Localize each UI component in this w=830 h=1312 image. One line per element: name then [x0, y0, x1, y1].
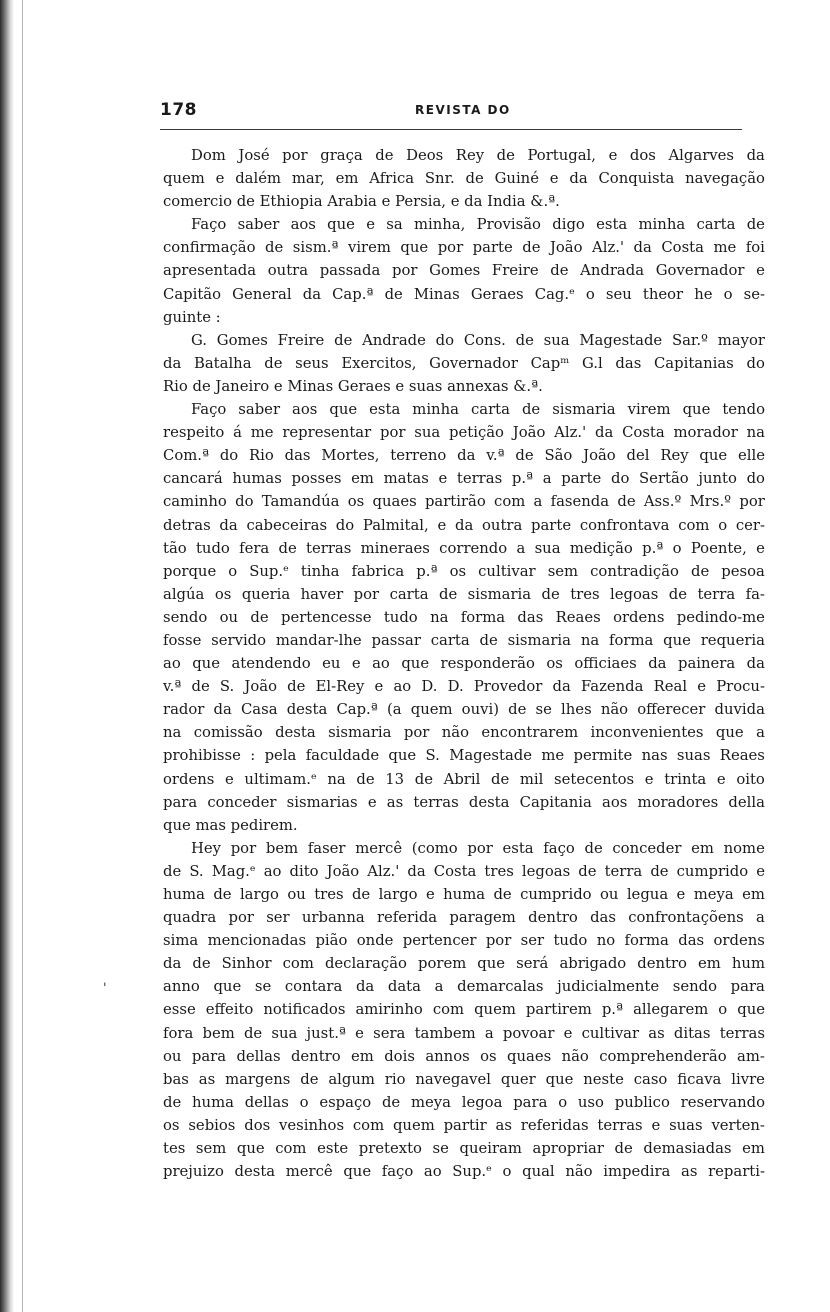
text-line: caminho do Tamandúa os quaes partirão com a fasenda de Ass.º Mrs.º por — [163, 493, 765, 511]
text-line: rador da Casa desta Cap.ª (a quem ouvi) de se lhes não offerecer duvida — [163, 701, 765, 719]
text-line: Dom José por graça de Deos Rey de Portugal, e dos Algarves da — [191, 147, 765, 164]
text-line: Capitão General da Cap.ª de Minas Geraes Cag.ᵉ o seu theor he o se- — [163, 285, 765, 303]
text-line: G. Gomes Freire de Andrade do Cons. de sua Magestade Sar.º mayor — [191, 331, 765, 349]
text-line: comercio de Ethiopia Arabia e Persia, e da India &.ª. — [163, 193, 560, 211]
text-line: da Batalha de seus Exercitos, Governador Capᵐ G.l das Capitanias do — [163, 354, 765, 372]
text-line: os sebios dos vesinhos com quem partir as referidas terras e suas verten- — [163, 1116, 765, 1134]
text-line: huma de largo ou tres de largo e huma de cumprido ou legua e meya em — [163, 886, 765, 903]
text-line: cancará humas posses em matas e terras p.ª a parte do Sertão junto do — [163, 470, 765, 488]
text-line: anno que se contara da data a demarcalas judicialmente sendo para — [163, 978, 765, 996]
text-line: ao que atendendo eu e ao que responderão os officiaes da painera da — [163, 655, 765, 673]
text-line: para conceder sismarias e as terras desta Capitania aos moradores della — [163, 793, 765, 811]
text-line: bas as margens de algum rio navegavel quer que neste caso ficava livre — [163, 1070, 765, 1088]
text-line: apresentada outra passada por Gomes Freire de Andrada Governador e — [163, 262, 765, 280]
page-header — [160, 94, 760, 124]
text-line: de S. Mag.ᵉ ao dito João Alz.' da Costa tres legoas de terra de cumprido e — [163, 862, 765, 880]
text-line: respeito á me representar por sua petição João Alz.' da Costa morador na — [163, 424, 765, 442]
text-line: Com.ª do Rio das Mortes, terreno da v.ª de São João del Rey que elle — [163, 447, 765, 465]
text-line: confirmação de sism.ª virem que por parte de João Alz.' da Costa me foi — [163, 239, 765, 257]
text-line: tes sem que com este pretexto se queiram apropriar de demasiadas em — [163, 1140, 765, 1158]
book-spine-shadow — [0, 0, 14, 1312]
text-line: Faço saber aos que e sa minha, Provisão digo esta minha carta de — [191, 216, 765, 234]
text-line: ou para dellas dentro em dois annos os quaes não comprehenderão am- — [163, 1047, 765, 1065]
body-text — [163, 144, 765, 1183]
text-line: v.ª de S. João de El-Rey e ao D. D. Provedor da Fazenda Real e Procu- — [163, 678, 765, 696]
gutter-line — [22, 0, 23, 1312]
text-line: esse effeito notificados amirinho com quem partirem p.ª allegarem o que — [163, 1001, 765, 1019]
text-line: de huma dellas o espaço de meya legoa para o uso publico reservando — [163, 1093, 765, 1111]
text-line: fora bem de sua just.ª e sera tambem a povoar e cultivar as ditas terras — [163, 1024, 765, 1042]
text-line: ordens e ultimam.ᵉ na de 13 de Abril de mil setecentos e trinta e oito — [163, 770, 765, 788]
text-line: Rio de Janeiro e Minas Geraes e suas annexas &.ª. — [163, 377, 543, 395]
text-line: fosse servido mandar-lhe passar carta de sismaria na forma que requeria — [163, 631, 765, 649]
text-line: quadra por ser urbanna referida paragem dentro das confrontaçõens a — [163, 909, 765, 927]
header-rule — [160, 129, 742, 130]
margin-mark: ' — [103, 981, 107, 996]
running-head: REVISTA DO — [415, 103, 511, 117]
text-line: tão tudo fera de terras mineraes correndo a sua medição p.ª o Poente, e — [163, 539, 765, 557]
text-line: que mas pedirem. — [163, 816, 298, 834]
text-line: porque o Sup.ᵉ tinha fabrica p.ª os cultivar sem contradição de pesoa — [163, 562, 765, 580]
page-number: 178 — [160, 100, 197, 120]
text-line: da de Sinhor com declaração porem que será abrigado dentro em hum — [163, 955, 765, 973]
text-line: Faço saber aos que esta minha carta de sismaria virem que tendo — [191, 401, 765, 419]
text-line: guinte : — [163, 308, 221, 326]
text-line: sendo ou de pertencesse tudo na forma das Reaes ordens pedindo-me — [163, 608, 765, 626]
text-line: detras da cabeceiras do Palmital, e da outra parte confrontava com o cer- — [163, 516, 765, 534]
text-line: sima mencionadas pião onde pertencer por ser tudo no forma das ordens — [163, 932, 765, 950]
text-line: na comissão desta sismaria por não encontrarem inconvenientes que a — [163, 724, 765, 742]
text-line: quem e dalém mar, em Africa Snr. de Guiné e da Conquista navegação — [163, 170, 765, 188]
text-line: Hey por bem faser mercê (como por esta faço de conceder em nome — [191, 839, 765, 857]
text-line: prohibisse : pela faculdade que S. Magestade me permite nas suas Reaes — [163, 747, 765, 765]
text-line: prejuizo desta mercê que faço ao Sup.ᵉ o qual não impedira as reparti- — [163, 1163, 765, 1181]
text-line: algúa os queria haver por carta de sismaria de tres legoas de terra fa- — [163, 585, 765, 603]
